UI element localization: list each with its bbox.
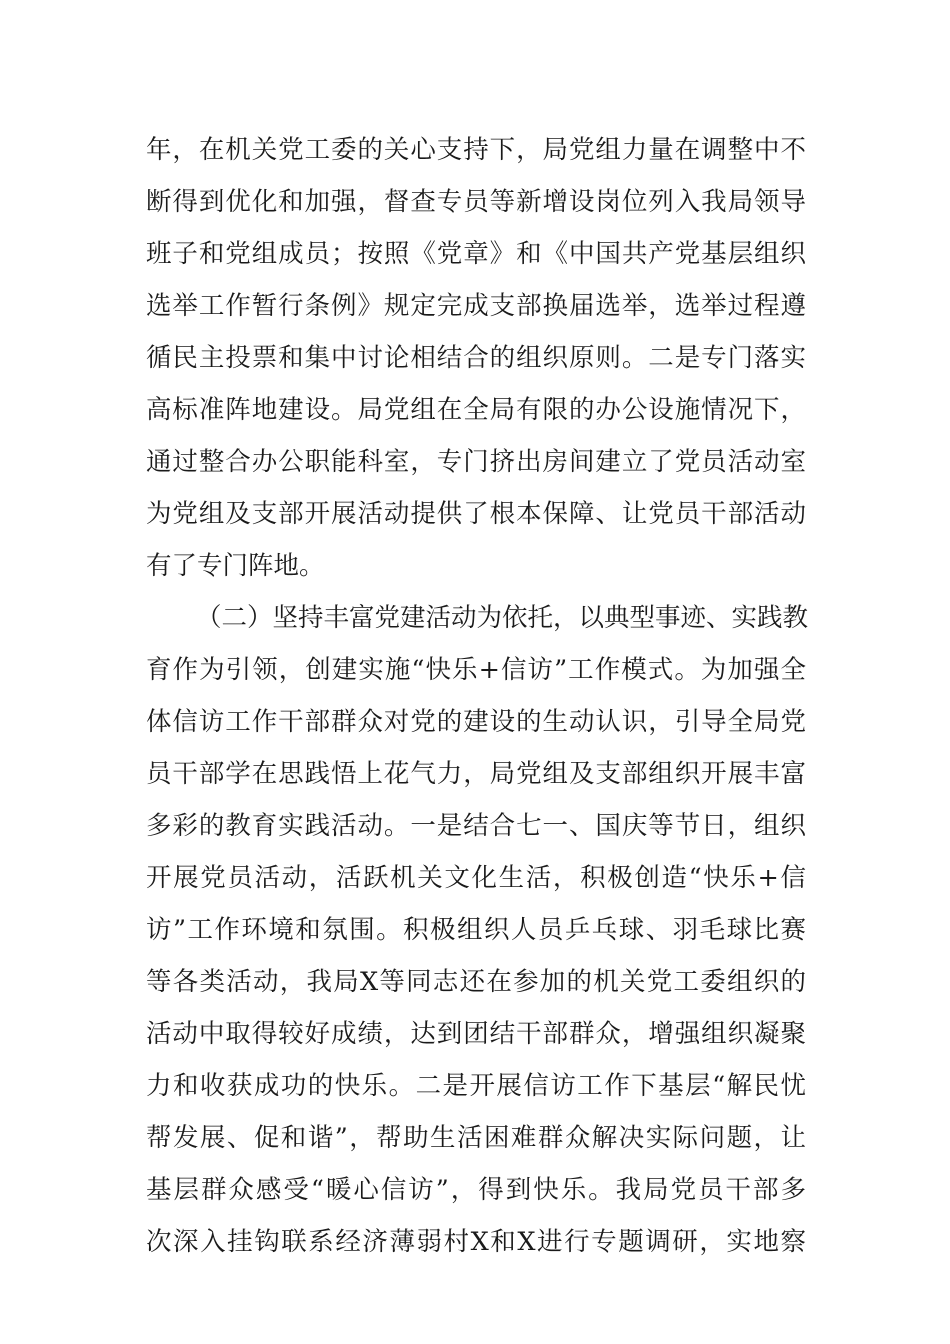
text-line: 等各类活动，我局X等同志还在参加的机关党工委组织的 <box>146 967 806 997</box>
text-line: 断得到优化和加强，督查专员等新增设岗位列入我局领导 <box>146 187 806 217</box>
text-line: 帮发展、促和谐”，帮助生活困难群众解决实际问题，让 <box>146 1123 806 1153</box>
text-line: 开展党员活动，活跃机关文化生活，积极创造“快乐+信 <box>146 863 806 893</box>
text-line: 通过整合办公职能科室，专门挤出房间建立了党员活动室 <box>146 447 806 477</box>
text-line: 多彩的教育实践活动。一是结合七一、国庆等节日，组织 <box>146 811 806 841</box>
text-line: 为党组及支部开展活动提供了根本保障、让党员干部活动 <box>146 499 806 529</box>
text-line: 育作为引领，创建实施“快乐+信访”工作模式。为加强全 <box>146 655 806 685</box>
text-line: 活动中取得较好成绩，达到团结干部群众，增强组织凝聚 <box>146 1019 806 1049</box>
text-line: 有了专门阵地。 <box>146 551 325 581</box>
text-line: 员干部学在思践悟上花气力，局党组及支部组织开展丰富 <box>146 759 806 789</box>
text-line: 次深入挂钩联系经济薄弱村X和X进行专题调研，实地察 <box>146 1227 806 1257</box>
text-line: 访”工作环境和氛围。积极组织人员乒乓球、羽毛球比赛 <box>146 915 806 945</box>
text-line: 选举工作暂行条例》规定完成支部换届选举，选举过程遵 <box>146 291 806 321</box>
text-line: 基层群众感受“暖心信访”，得到快乐。我局党员干部多 <box>146 1175 806 1205</box>
text-line: 高标准阵地建设。局党组在全局有限的办公设施情况下， <box>146 395 806 425</box>
paragraph-heading-line: （二）坚持丰富党建活动为依托，以典型事迹、实践教 <box>196 603 809 633</box>
text-line: 班子和党组成员；按照《党章》和《中国共产党基层组织 <box>146 239 806 269</box>
text-line: 力和收获成功的快乐。二是开展信访工作下基层“解民忧 <box>146 1071 806 1101</box>
text-line: 体信访工作干部群众对党的建设的生动认识，引导全局党 <box>146 707 806 737</box>
text-line: 年，在机关党工委的关心支持下，局党组力量在调整中不 <box>146 135 806 165</box>
text-line: 循民主投票和集中讨论相结合的组织原则。二是专门落实 <box>146 343 806 373</box>
